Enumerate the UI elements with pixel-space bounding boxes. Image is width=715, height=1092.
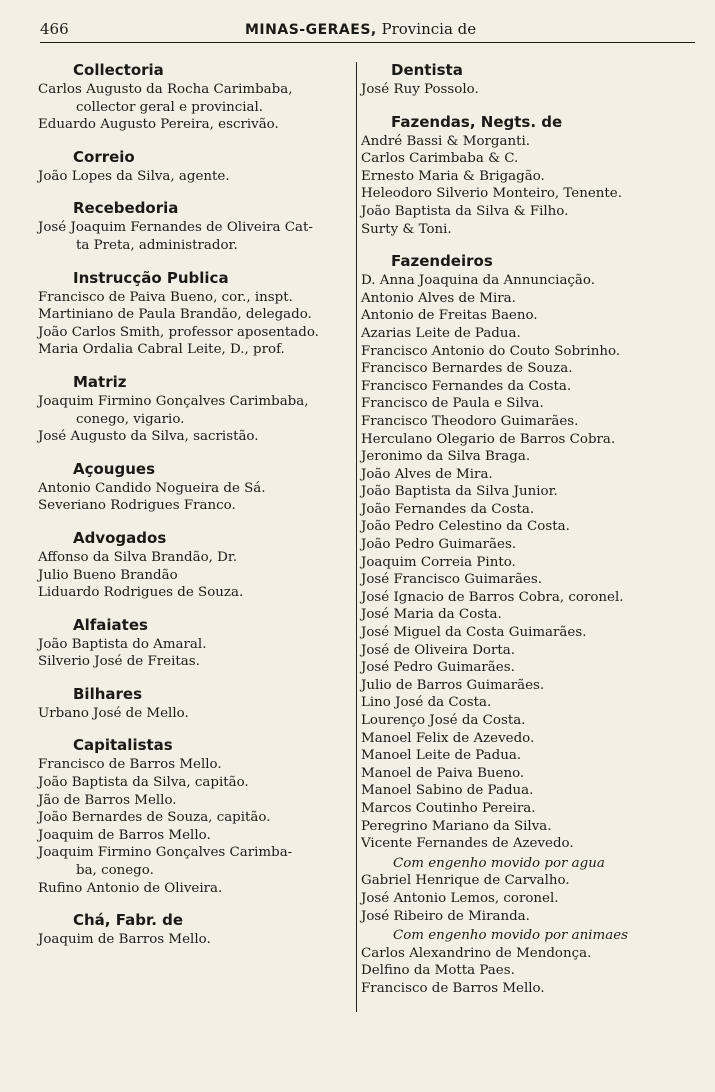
directory-section bbox=[38, 910, 356, 949]
directory-entry: Peregrino Mariano da Silva. bbox=[361, 818, 552, 834]
directory-entry: Delfino da Motta Paes. bbox=[361, 963, 515, 979]
directory-entry: Urbano José de Mello. bbox=[38, 705, 189, 721]
section-heading: Dentista bbox=[391, 61, 463, 79]
subsection-label: Com engenho movido por agua bbox=[393, 855, 605, 871]
directory-entry: José Antonio Lemos, coronel. bbox=[361, 890, 559, 906]
directory-entry: Francisco de Barros Mello. bbox=[361, 980, 545, 996]
section-heading: Alfaiates bbox=[73, 615, 148, 634]
directory-entry: Azarias Leite de Padua. bbox=[361, 325, 521, 341]
directory-entry: João Baptista da Silva Junior. bbox=[361, 484, 558, 500]
directory-entry: Francisco Fernandes da Costa. bbox=[361, 378, 572, 394]
directory-entry: Surty & Toni. bbox=[361, 221, 452, 237]
directory-entry: Francisco de Paula e Silva. bbox=[361, 396, 544, 412]
directory-entry: ta Preta, administrador. bbox=[76, 237, 238, 253]
directory-entry: Joaquim Firmino Gonçalves Carimbaba, bbox=[38, 393, 309, 409]
directory-entry: João Bernardes de Souza, capitão. bbox=[38, 810, 271, 826]
directory-entry: João Baptista da Silva, capitão. bbox=[38, 775, 249, 791]
directory-entry: Manoel Leite de Padua. bbox=[361, 748, 522, 764]
directory-entry: Manoel Sabino de Padua. bbox=[361, 783, 534, 799]
running-title-province: MINAS-GERAES, bbox=[245, 22, 377, 38]
directory-entry: Rufino Antonio de Oliveira. bbox=[38, 880, 223, 896]
directory-entry: Jão de Barros Mello. bbox=[38, 792, 177, 808]
directory-entry: José Pedro Guimarães. bbox=[361, 660, 515, 676]
section-heading: Correio bbox=[73, 147, 135, 166]
header-rule bbox=[40, 42, 695, 43]
directory-section bbox=[361, 112, 711, 239]
directory-entry: Francisco de Paiva Bueno, cor., inspt. bbox=[38, 289, 293, 305]
right-column bbox=[361, 60, 711, 998]
directory-entry: Francisco de Barros Mello. bbox=[38, 757, 222, 773]
directory-entry: João Lopes da Silva, agente. bbox=[38, 168, 230, 184]
directory-entry: João Carlos Smith, professor aposentado. bbox=[38, 324, 319, 340]
directory-entry: Martiniano de Paula Brandão, delegado. bbox=[38, 307, 312, 323]
directory-section bbox=[361, 60, 711, 99]
directory-entry: Eduardo Augusto Pereira, escrivão. bbox=[38, 117, 279, 133]
directory-entry: José Augusto da Silva, sacristão. bbox=[38, 429, 259, 445]
directory-entry: João Baptista da Silva & Filho. bbox=[361, 203, 569, 219]
section-heading: Instrucção Publica bbox=[73, 268, 229, 287]
directory-entry: Joaquim de Barros Mello. bbox=[38, 932, 211, 948]
directory-entry: Antonio Alves de Mira. bbox=[361, 290, 516, 306]
directory-entry: Silverio José de Freitas. bbox=[38, 654, 200, 670]
directory-entry: ba, conego. bbox=[76, 863, 154, 879]
directory-entry: Carlos Alexandrino de Mendonça. bbox=[361, 945, 592, 961]
directory-section bbox=[38, 372, 356, 446]
directory-entry: Francisco Bernardes de Souza. bbox=[361, 361, 573, 377]
directory-entry: Carlos Carimbaba & C. bbox=[361, 151, 519, 167]
directory-entry: José Ignacio de Barros Cobra, coronel. bbox=[361, 589, 624, 605]
directory-entry: Joaquim Firmino Gonçalves Carimba- bbox=[38, 845, 293, 861]
section-heading: Recebedoria bbox=[73, 199, 179, 218]
directory-entry: Francisco Theodoro Guimarães. bbox=[361, 413, 579, 429]
directory-entry: Lino José da Costa. bbox=[361, 695, 492, 711]
directory-entry: José Maria da Costa. bbox=[361, 607, 502, 623]
directory-section bbox=[38, 735, 356, 897]
directory-subsection bbox=[361, 927, 711, 997]
directory-entry: José Francisco Guimarães. bbox=[361, 572, 542, 588]
directory-entry: Severiano Rodrigues Franco. bbox=[38, 498, 236, 514]
directory-entry: Herculano Olegario de Barros Cobra. bbox=[361, 431, 616, 447]
directory-entry: Manoel Felix de Azevedo. bbox=[361, 730, 535, 746]
directory-subsection bbox=[361, 855, 711, 925]
running-title bbox=[245, 20, 476, 38]
directory-entry: Julio de Barros Guimarães. bbox=[361, 677, 545, 693]
directory-entry: Francisco Antonio do Couto Sobrinho. bbox=[361, 343, 621, 359]
directory-entry: José Miguel da Costa Guimarães. bbox=[361, 625, 587, 641]
directory-entry: Affonso da Silva Brandão, Dr. bbox=[38, 549, 238, 565]
directory-entry: João Fernandes da Costa. bbox=[361, 501, 535, 517]
directory-entry: Antonio Candido Nogueira de Sá. bbox=[38, 480, 266, 496]
column-divider bbox=[356, 62, 357, 1012]
directory-entry: Marcos Coutinho Pereira. bbox=[361, 800, 536, 816]
section-heading: Matriz bbox=[73, 372, 127, 391]
directory-entry: Gabriel Henrique de Carvalho. bbox=[361, 873, 570, 889]
subsection-label: Com engenho movido por animaes bbox=[393, 928, 629, 944]
directory-entry: João Alves de Mira. bbox=[361, 466, 493, 482]
directory-entry: Carlos Augusto da Rocha Carimbaba, bbox=[38, 82, 293, 97]
section-heading: Fazendeiros bbox=[391, 252, 493, 271]
directory-entry: Julio Bueno Brandão bbox=[38, 567, 178, 583]
directory-entry: Joaquim Correia Pinto. bbox=[361, 554, 516, 570]
directory-section bbox=[38, 60, 356, 134]
directory-entry: Maria Ordalia Cabral Leite, D., prof. bbox=[38, 342, 285, 358]
directory-entry: conego, vigario. bbox=[76, 411, 185, 427]
directory-entry: Ernesto Maria & Brigagão. bbox=[361, 168, 545, 184]
directory-entry: Vicente Fernandes de Azevedo. bbox=[361, 836, 574, 852]
directory-entry: Jeronimo da Silva Braga. bbox=[361, 449, 531, 465]
section-heading: Capitalistas bbox=[73, 736, 173, 755]
directory-entry: João Baptista do Amaral. bbox=[38, 636, 207, 652]
directory-section bbox=[38, 528, 356, 602]
page-number: 466 bbox=[40, 20, 69, 38]
directory-entry: João Pedro Celestino da Costa. bbox=[361, 519, 570, 535]
directory-section bbox=[38, 615, 356, 671]
section-heading: Bilhares bbox=[73, 684, 143, 703]
section-heading: Advogados bbox=[73, 528, 167, 547]
directory-entry: Joaquim de Barros Mello. bbox=[38, 827, 211, 843]
left-column bbox=[38, 60, 356, 949]
directory-entry: Lourenço José da Costa. bbox=[361, 713, 526, 728]
directory-entry: Liduardo Rodrigues de Souza. bbox=[38, 585, 244, 601]
directory-entry: José de Oliveira Dorta. bbox=[361, 642, 516, 658]
section-heading: Chá, Fabr. de bbox=[73, 911, 184, 930]
directory-entry: José Ruy Possolo. bbox=[361, 82, 479, 97]
directory-entry: João Pedro Guimarães. bbox=[361, 537, 517, 553]
directory-section bbox=[38, 198, 356, 254]
section-heading: Fazendas, Negts. de bbox=[391, 112, 563, 131]
directory-entry: José Ribeiro de Miranda. bbox=[361, 908, 530, 924]
directory-section bbox=[38, 684, 356, 723]
directory-entry: Antonio de Freitas Baeno. bbox=[361, 308, 538, 324]
section-heading: Açougues bbox=[73, 459, 156, 478]
directory-entry: José Joaquim Fernandes de Oliveira Cat- bbox=[38, 220, 313, 236]
directory-section bbox=[38, 268, 356, 359]
directory-entry: collector geral e provincial. bbox=[76, 99, 264, 115]
page-header bbox=[40, 18, 695, 40]
directory-entry: André Bassi & Morganti. bbox=[361, 133, 531, 149]
section-heading: Collectoria bbox=[73, 61, 164, 79]
directory-section bbox=[38, 147, 356, 186]
directory-entry: Manoel de Paiva Bueno. bbox=[361, 765, 525, 781]
running-title-subtitle: Provincia de bbox=[381, 20, 477, 38]
directory-entry: D. Anna Joaquina da Annunciação. bbox=[361, 273, 595, 289]
directory-entry: Heleodoro Silverio Monteiro, Tenente. bbox=[361, 186, 622, 202]
directory-section bbox=[38, 459, 356, 515]
directory-section bbox=[361, 251, 711, 853]
